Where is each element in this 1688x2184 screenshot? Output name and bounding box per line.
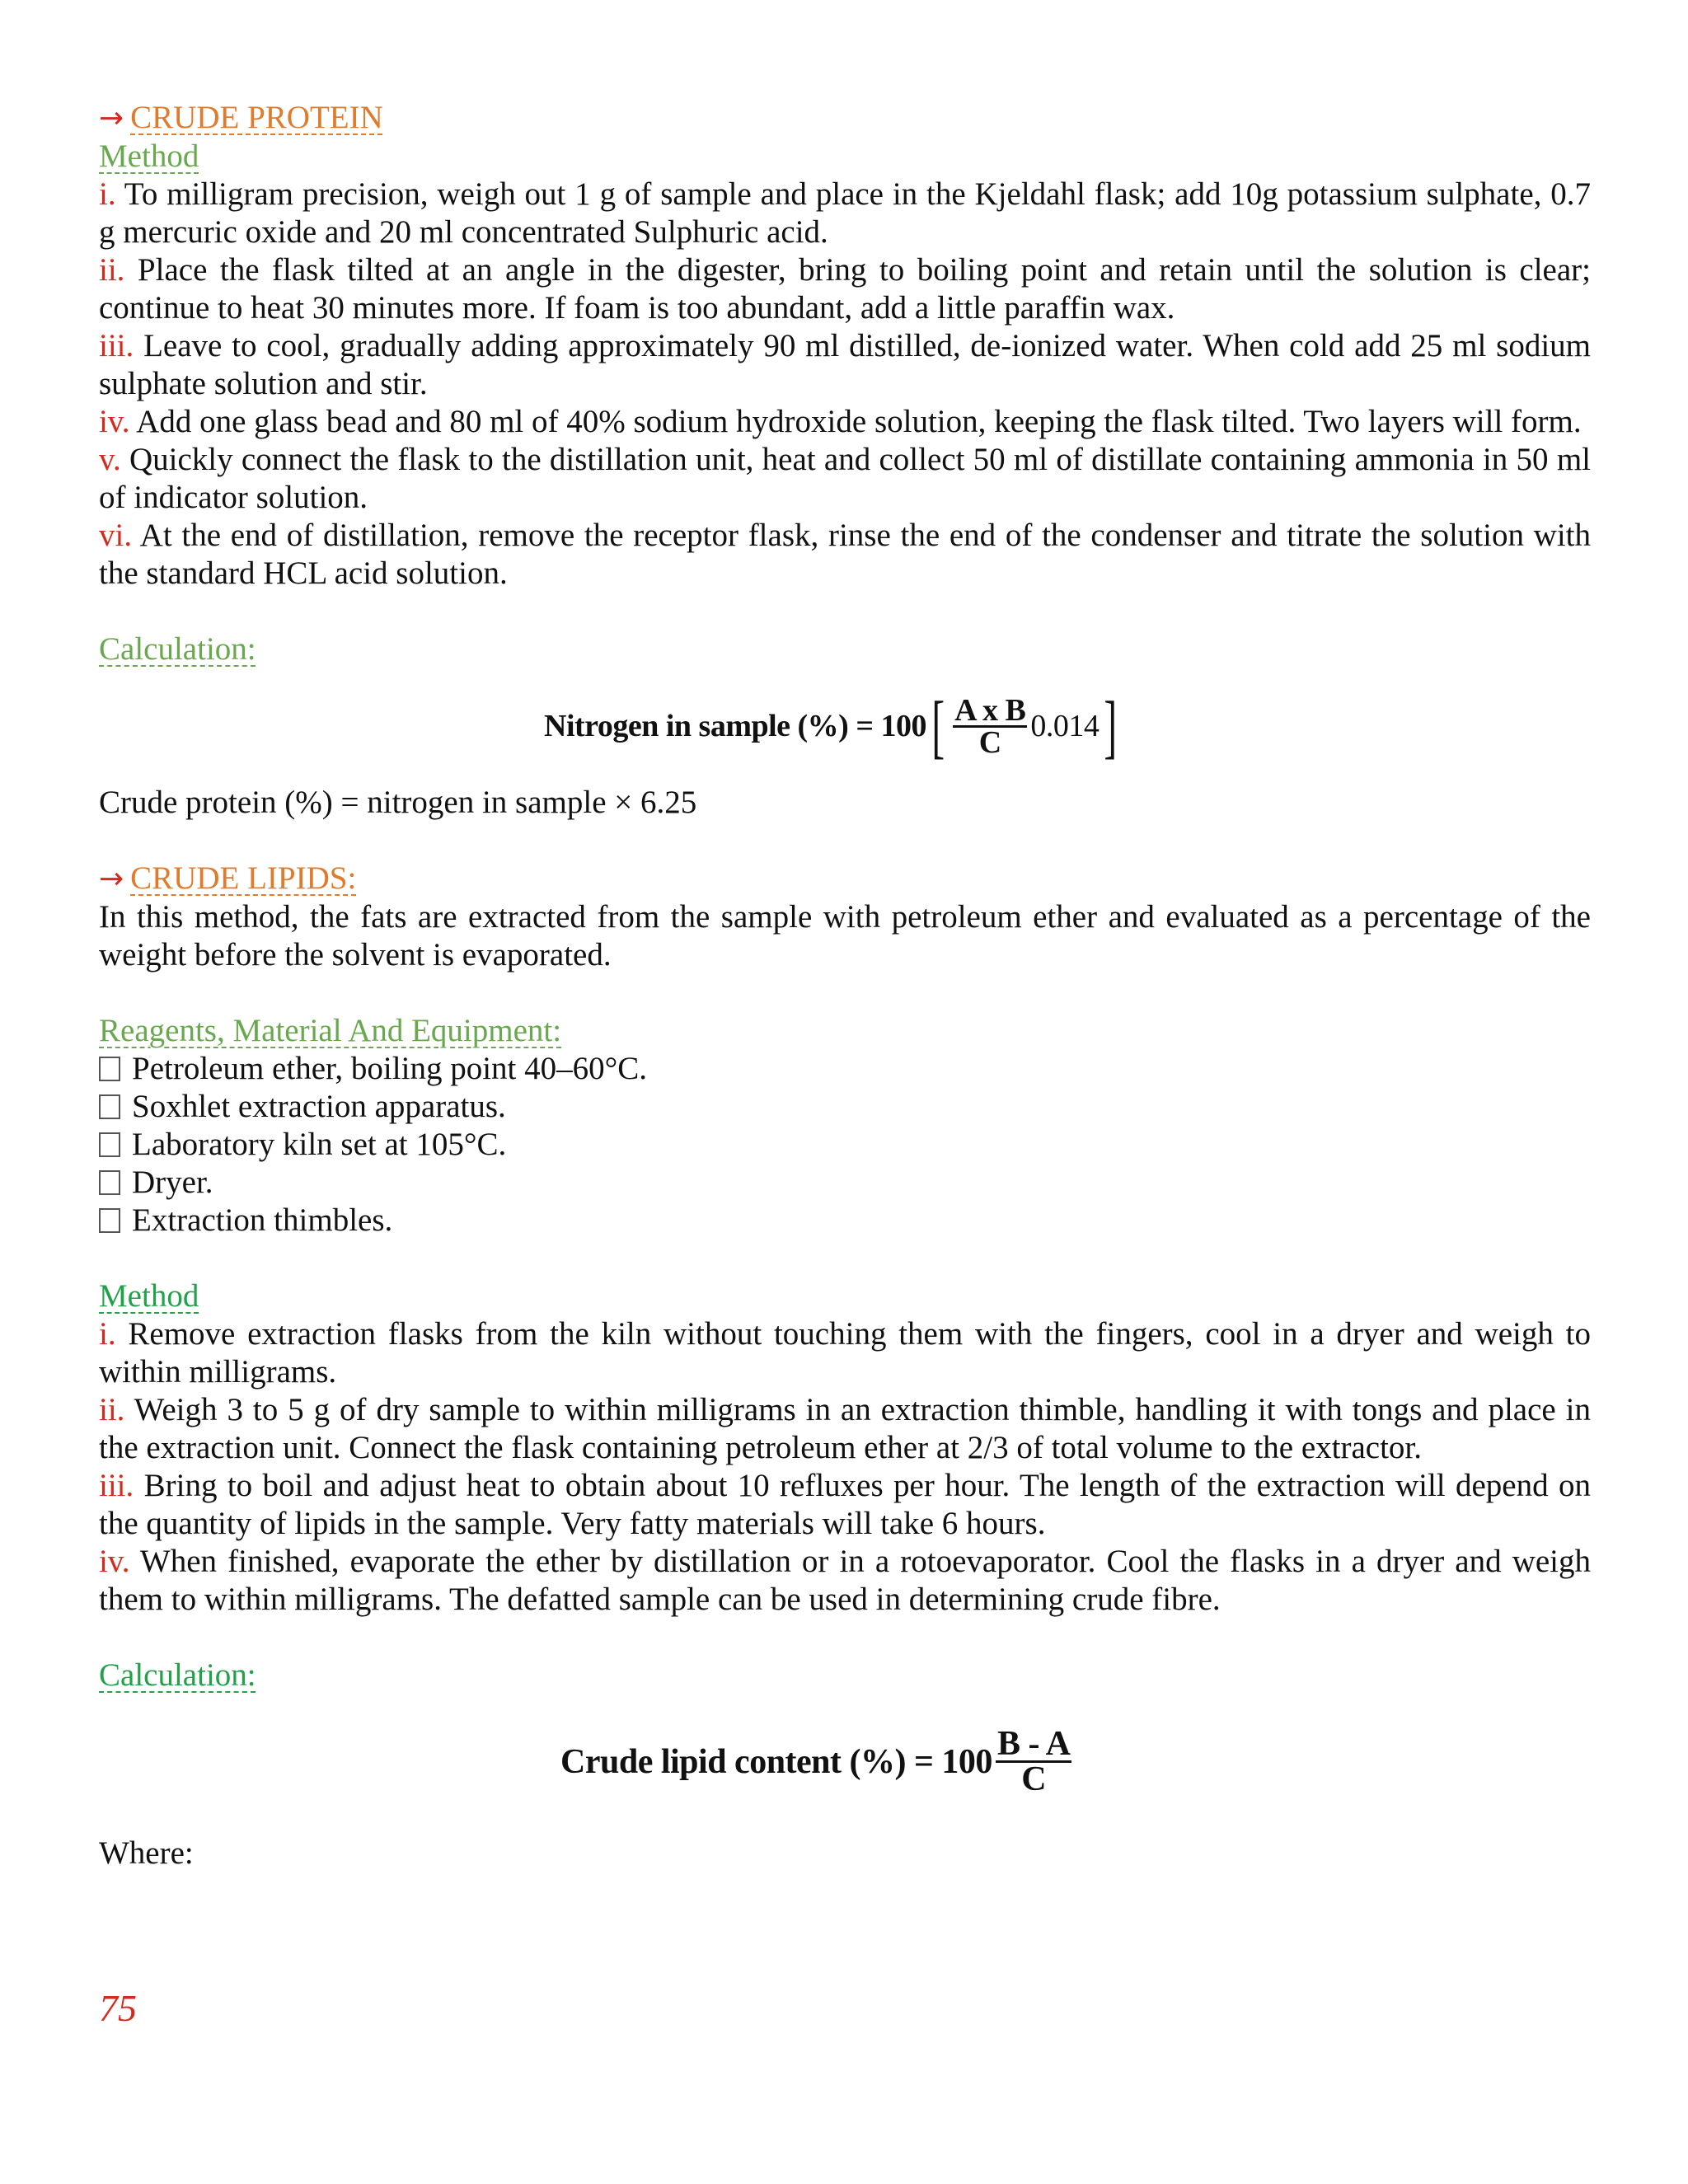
list-item xyxy=(99,1050,1591,1088)
page-number: 75 xyxy=(99,1987,137,2029)
list-item-text: Soxhlet extraction apparatus. xyxy=(132,1089,506,1124)
protein-calc-heading xyxy=(99,630,1591,668)
list-item xyxy=(99,1164,1591,1202)
step-number: iii. xyxy=(99,328,134,363)
lipids-heading-text: CRUDE LIPIDS: xyxy=(130,860,357,896)
step-number: ii. xyxy=(99,1392,125,1427)
protein-step-5 xyxy=(99,441,1591,517)
arrow-right-icon: → xyxy=(99,862,124,896)
step-text: Bring to boil and adjust heat to obtain about 10 refluxes per hour. The length of the extraction will depend on the quantity of lipids in the sample. Very fatty materials will take 6 hours. xyxy=(99,1468,1591,1541)
lipids-intro: In this method, the fats are extracted from the sample with petroleum ether and evaluated as a percentage of the weight before the solvent is evaporated. xyxy=(99,899,1591,972)
fraction-numerator: A x B xyxy=(954,692,1026,728)
list-item xyxy=(99,1202,1591,1240)
step-text: Weigh 3 to 5 g of dry sample to within milligrams in an extraction thimble, handling it with tongs and place in the extraction unit. Connect the flask containing petroleum ether at 2/3 of total volume to the extractor. xyxy=(99,1392,1591,1465)
nitrogen-formula-expression xyxy=(544,687,1122,766)
step-number: iv. xyxy=(99,1544,130,1579)
step-text: Leave to cool, gradually adding approximately 90 ml distilled, de-ionized water. When cold add 25 ml sodium sulphate solution and stir. xyxy=(99,328,1591,401)
lipids-calc-heading xyxy=(99,1657,1591,1694)
lipids-step-1 xyxy=(99,1315,1591,1391)
step-text: When finished, evaporate the ether by distillation or in a rotoevaporator. Cool the flasks in a dryer and weigh them to within milligrams. The defatted sample can be used in determining crude fibre. xyxy=(99,1544,1591,1617)
protein-step-1 xyxy=(99,176,1591,251)
lipids-calc-heading-text: Calculation: xyxy=(99,1657,256,1693)
step-text: Quickly connect the flask to the distillation unit, heat and collect 50 ml of distillate containing ammonia in 50 ml of indicator solution. xyxy=(99,442,1591,515)
protein-heading-text: CRUDE PROTEIN xyxy=(130,100,383,135)
lipids-method-heading xyxy=(99,1277,1591,1315)
arrow-right-icon: → xyxy=(99,101,124,135)
step-number: i. xyxy=(99,1316,116,1352)
protein-method-heading-text: Method xyxy=(99,138,199,174)
checkbox-placeholder-icon xyxy=(99,1208,120,1233)
lipids-steps xyxy=(99,1315,1591,1619)
where-label: Where: xyxy=(99,1835,194,1871)
fraction-numerator: B - A xyxy=(996,1725,1071,1763)
step-number: iv. xyxy=(99,404,130,439)
reagents-list xyxy=(99,1050,1591,1240)
nitrogen-formula xyxy=(99,668,1591,784)
formula-fraction xyxy=(996,1727,1072,1796)
protein-method-heading xyxy=(99,138,1591,176)
protein-step-6 xyxy=(99,517,1591,593)
step-text: To milligram precision, weigh out 1 g of sample and place in the Kjeldahl flask; add 10g potassium sulphate, 0.7 g mercuric oxide and 20 ml concentrated Sulphuric acid. xyxy=(99,176,1591,250)
protein-steps xyxy=(99,176,1591,593)
reagents-heading xyxy=(99,1012,1591,1050)
step-text: Add one glass bead and 80 ml of 40% sodium hydroxide solution, keeping the flask tilted. Two layers will form. xyxy=(129,404,1582,439)
checkbox-placeholder-icon xyxy=(99,1170,120,1195)
step-text: Place the flask tilted at an angle in the digester, bring to boiling point and retain until the solution is clear; continue to heat 30 minutes more. If foam is too abundant, add a little paraffin wax. xyxy=(99,252,1591,326)
lipids-heading xyxy=(99,860,1591,898)
checkbox-placeholder-icon xyxy=(99,1094,120,1119)
lipid-formula xyxy=(99,1694,1591,1835)
protein-step-2 xyxy=(99,251,1591,327)
step-text: At the end of distillation, remove the receptor flask, rinse the end of the condenser and titrate the solution with the standard HCL acid solution. xyxy=(99,518,1591,591)
formula-tail: 0.014 xyxy=(1030,709,1100,743)
list-item xyxy=(99,1126,1591,1164)
formula-lhs: Nitrogen in sample (%) = 100 xyxy=(544,709,926,743)
checkbox-placeholder-icon xyxy=(99,1057,120,1081)
formula-fraction xyxy=(953,692,1027,760)
lipids-step-3 xyxy=(99,1467,1591,1543)
left-bracket: [ xyxy=(931,687,945,766)
fraction-denominator: C xyxy=(978,724,1001,760)
list-item-text: Petroleum ether, boiling point 40–60°C. xyxy=(132,1051,647,1086)
step-number: ii. xyxy=(99,252,125,288)
formula-lhs: Crude lipid content (%) = 100 xyxy=(560,1742,992,1781)
protein-step-3 xyxy=(99,327,1591,403)
protein-step-4 xyxy=(99,403,1591,441)
list-item-text: Dryer. xyxy=(132,1165,213,1200)
document-page xyxy=(99,99,1591,1872)
checkbox-placeholder-icon xyxy=(99,1132,120,1157)
protein-calc-heading-text: Calculation: xyxy=(99,631,256,667)
step-number: iii. xyxy=(99,1468,134,1503)
right-bracket: ] xyxy=(1104,687,1118,766)
lipids-step-4 xyxy=(99,1543,1591,1619)
step-number: i. xyxy=(99,176,116,212)
step-number: vi. xyxy=(99,518,133,553)
list-item-text: Extraction thimbles. xyxy=(132,1202,393,1238)
step-text: Remove extraction flasks from the kiln without touching them with the fingers, cool in a dryer and weigh to within milligrams. xyxy=(99,1316,1591,1390)
step-number: v. xyxy=(99,442,121,477)
crude-protein-line: Crude protein (%) = nitrogen in sample × 6.25 xyxy=(99,785,697,820)
lipids-method-heading-text: Method xyxy=(99,1278,199,1314)
list-item xyxy=(99,1088,1591,1126)
lipid-formula-expression xyxy=(560,1727,1075,1796)
list-item-text: Laboratory kiln set at 105°C. xyxy=(132,1127,507,1162)
fraction-denominator: C xyxy=(1021,1760,1047,1798)
reagents-heading-text: Reagents, Material And Equipment: xyxy=(99,1013,562,1048)
lipids-step-2 xyxy=(99,1391,1591,1467)
protein-heading xyxy=(99,99,1591,138)
